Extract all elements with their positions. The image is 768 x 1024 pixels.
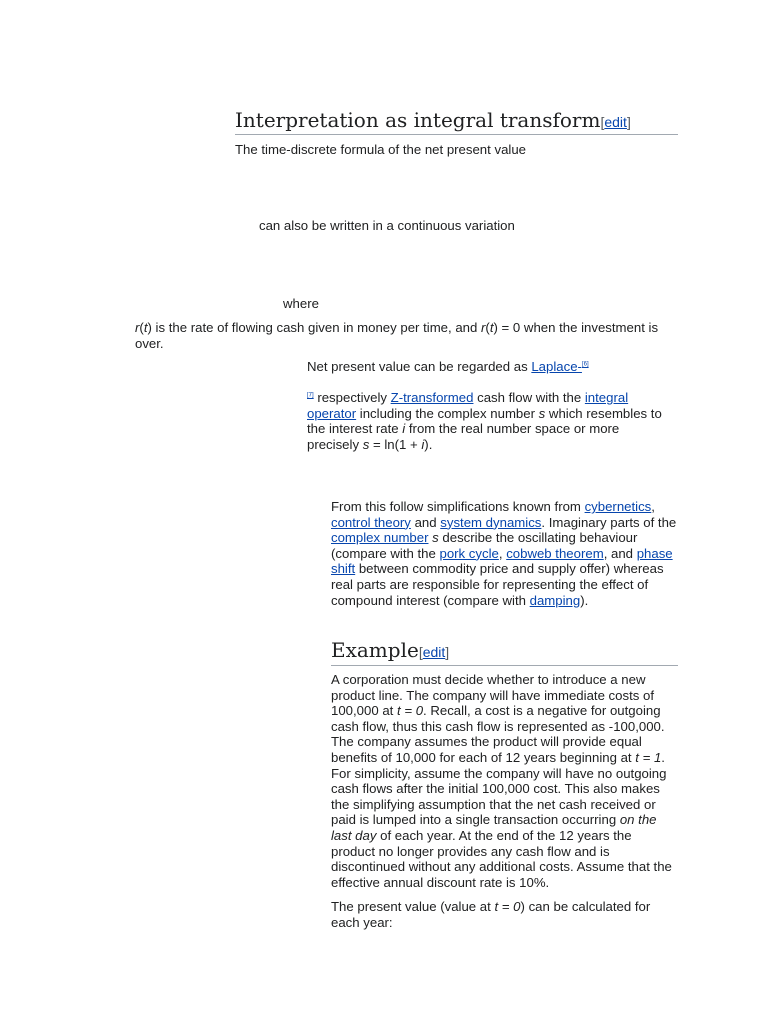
where-text: where [283, 296, 319, 311]
simplifications-paragraph: From this follow simplifications known from cybernetics, control theory and system dynamics. Imaginary parts of the complex number s describe the oscillating behaviour (compare with the pork cycle, cobweb theorem, and phase shift between commodity price and supply offer) whereas real parts are responsible for representing the effect of compound interest (compare with damping). [331, 499, 677, 608]
cobweb-theorem-link[interactable]: cobweb theorem [506, 545, 604, 561]
phase-shift-link[interactable]: phase shift [331, 545, 673, 577]
pork-cycle-link[interactable]: pork cycle [439, 545, 499, 561]
heading-text: Example [331, 638, 419, 662]
cybernetics-link[interactable]: cybernetics [584, 499, 652, 514]
complex-number-link[interactable]: complex number [331, 530, 429, 546]
reference-6 [582, 362, 589, 368]
laplace-link[interactable]: Laplace- [531, 359, 582, 374]
control-theory-link[interactable]: control theory [331, 514, 411, 530]
edit-section-link[interactable]: edit [604, 114, 627, 130]
reference-7-link[interactable]: [7] [307, 392, 314, 399]
damping-link[interactable]: damping [529, 592, 581, 608]
continuous-variation-text: can also be written in a continuous variation [259, 218, 515, 233]
npv-intro-text: The time-discrete formula of the net present value [235, 142, 527, 157]
reference-7 [307, 393, 314, 399]
edit-section-link-wrapper: [edit] [600, 114, 631, 130]
example-paragraph-1: A corporation must decide whether to introduce a new product line. The company will have immediate costs of 100,000 at t = 0. Recall, a cost is a negative for outgoing cash flow, thus this cash flow is represented as -100,000. The company assumes the product will provide equal benefits of 10,000 for each of 12 years beginning at t = 1. For simplicity, assume the company will have no outgoing cash flows after the initial 100,000 cost. This also makes the simplifying assumption that the net cash received or paid is lumped into a single transaction occurring on the last day of each year. At the end of the 12 years the product no longer provides any cash flow and is discontinued without any additional costs. Assume that the effective annual discount rate is 10%. [331, 672, 672, 890]
edit-section-link[interactable]: edit [422, 644, 446, 660]
heading-text: Interpretation as integral transform [235, 108, 601, 132]
section-heading-example [331, 637, 678, 666]
section-heading-integral-transform [235, 108, 678, 135]
laplace-paragraph: Net present value can be regarded as Laplace-[6] [7] respectively Z-transformed cash flow with the integral operator including the complex number s which resembles to the interest rate i from the real number space or more precisely s = ln(1 + i). [307, 359, 662, 452]
rate-description-paragraph: r(t) is the rate of flowing cash given in money per time, and r(t) = 0 when the investment is over. [135, 320, 659, 351]
example-paragraph-2: The present value (value at t = 0) can be calculated for each year: [331, 899, 651, 930]
system-dynamics-link[interactable]: system dynamics [440, 514, 542, 530]
integral-operator-link[interactable]: integral operator [307, 390, 629, 421]
z-transform-link[interactable]: Z-transformed [390, 390, 474, 406]
reference-6-link[interactable]: [6] [581, 361, 589, 368]
edit-section-link-wrapper: [edit] [418, 644, 450, 660]
